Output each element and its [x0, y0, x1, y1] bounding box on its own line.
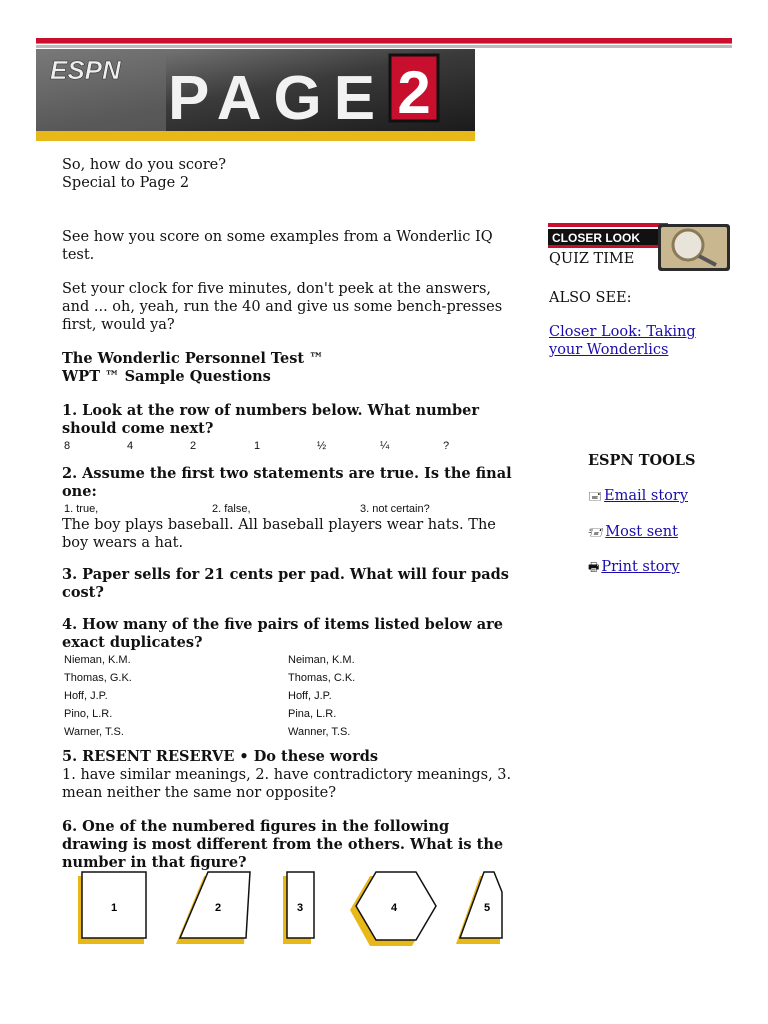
figure-4-label: 4: [390, 902, 398, 914]
question-6: 6. One of the numbered figures in the following drawing is most different from the others. What is the number in that figure?: [62, 818, 504, 871]
email-story-link[interactable]: Email story: [604, 488, 689, 504]
tool-print[interactable]: [588, 558, 680, 576]
number-item: ?: [443, 440, 450, 452]
also-see-label: ALSO SEE:: [549, 290, 632, 306]
question-3: 3. Paper sells for 21 cents per pad. What will four pads cost?: [62, 566, 509, 601]
most-sent-link[interactable]: Most sent: [605, 524, 678, 540]
number-item: ¼: [380, 440, 390, 452]
number-item: 2: [190, 440, 197, 452]
figures-drawing: [70, 866, 510, 952]
closer-look-label: CLOSER LOOK: [552, 231, 641, 245]
tool-most-sent[interactable]: [588, 523, 678, 541]
question-5-options: 1. have similar meanings, 2. have contradictory meanings, 3. mean neither the same nor opposite?: [62, 767, 512, 801]
print-story-link[interactable]: Print story: [601, 559, 680, 575]
answer-options: [62, 501, 512, 516]
page-number: 2: [397, 59, 431, 126]
pair-right: Neiman, K.M.: [288, 654, 355, 666]
figure-2-label: 2: [214, 902, 222, 914]
question-2-statement: The boy plays baseball. All baseball players wear hats. The boy wears a hat.: [62, 517, 496, 551]
pair-left: Nieman, K.M.: [64, 654, 131, 666]
pair-right: Pina, L.R.: [288, 708, 337, 720]
option-false: 2. false,: [212, 503, 251, 515]
pair-right: Wanner, T.S.: [288, 726, 351, 738]
number-item: ½: [317, 440, 327, 452]
number-item: 1: [254, 440, 261, 452]
quiz-time-label: QUIZ TIME: [549, 251, 635, 267]
article: [62, 156, 512, 872]
most-sent-icon: 🖅: [588, 525, 604, 539]
option-not-certain: 3. not certain?: [360, 503, 430, 515]
pair-left: Warner, T.S.: [64, 726, 124, 738]
espn-tools-title: ESPN TOOLS: [588, 452, 696, 469]
test-title: The Wonderlic Personnel Test ™: [62, 350, 324, 367]
question-5: 5. RESENT RESERVE • Do these words: [62, 748, 379, 765]
article-instructions: Set your clock for five minutes, don't peek at the answers, and ... oh, yeah, run the 40 and give us some bench-presses first, would ya?: [62, 281, 503, 333]
number-row: [62, 438, 512, 455]
pair-right: Hoff, J.P.: [288, 690, 332, 702]
figure-1-label: 1: [110, 902, 118, 914]
espn-logo: ESPN: [50, 55, 121, 85]
number-item: 4: [127, 440, 134, 452]
pair-left: Thomas, G.K.: [64, 672, 132, 684]
closer-look-link[interactable]: Closer Look: Taking your Wonderlics: [549, 324, 696, 358]
page2-banner: [36, 49, 475, 141]
article-headline: So, how do you score?: [62, 157, 227, 173]
figure-5-label: 5: [483, 902, 491, 914]
magnifier-icon: [673, 230, 703, 260]
pair-right: Thomas, C.K.: [288, 672, 356, 684]
pair-left: Hoff, J.P.: [64, 690, 108, 702]
question-1: 1. Look at the row of numbers below. What number should come next?: [62, 402, 479, 437]
tool-email[interactable]: [588, 487, 688, 505]
name-pairs: [62, 652, 512, 742]
top-rule: [36, 38, 732, 49]
figure-3-label: 3: [296, 902, 304, 914]
print-icon: 🖶: [588, 560, 600, 574]
question-2: 2. Assume the first two statements are true. Is the final one:: [62, 465, 512, 500]
page-title: PAGE: [168, 64, 388, 133]
email-icon: 🖃: [588, 489, 603, 503]
article-intro: See how you score on some examples from a Wonderlic IQ test.: [62, 229, 493, 263]
question-4: 4. How many of the five pairs of items listed below are exact duplicates?: [62, 616, 504, 651]
number-item: 8: [64, 440, 71, 452]
article-byline: Special to Page 2: [62, 175, 190, 191]
option-true: 1. true,: [64, 503, 99, 515]
pair-left: Pino, L.R.: [64, 708, 113, 720]
test-subtitle: WPT ™ Sample Questions: [62, 368, 271, 385]
banner-graphic: [36, 49, 475, 141]
